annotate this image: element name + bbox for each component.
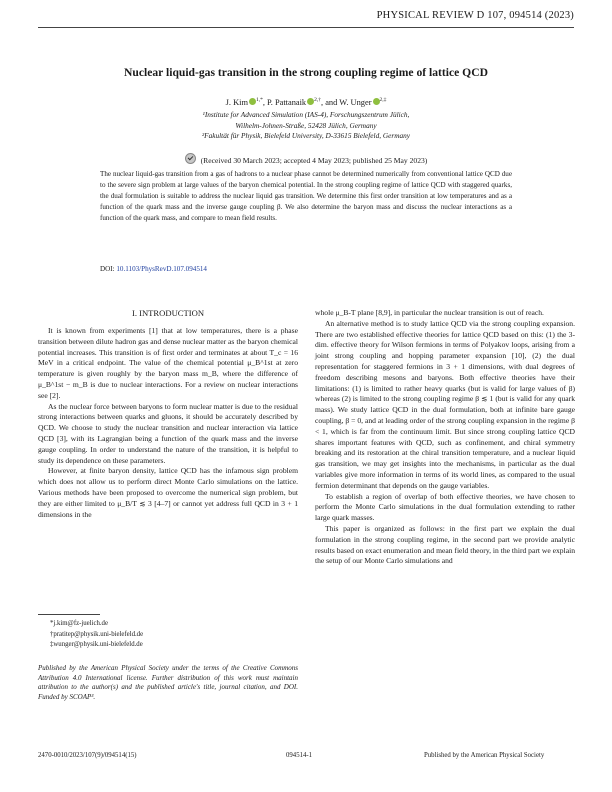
author-name[interactable]: P. Pattanaik	[267, 98, 307, 107]
footer-page-number: 094514-1	[286, 752, 313, 759]
left-column	[38, 326, 298, 520]
footnote-email[interactable]: *j.kim@fz-juelich.de	[50, 620, 108, 627]
footnotes	[50, 619, 143, 651]
paragraph: As the nuclear force between baryons to form nuclear matter is due to the residual strong interactions between quarks and gluons, it should be accurately described by QCD. We choose to study the nuclear transition and nuclear interaction via lattice QCD [3], with its Lagrangian being a function of the quark mass and the inverse gauge coupling. In order to understand the nature of the transition, it is helpful to study its dependence on these parameters.	[38, 401, 298, 465]
doi-line	[100, 265, 207, 273]
author-name[interactable]: W. Unger	[339, 98, 372, 107]
footer-issn: 2470-0010/2023/107(9)/094514(15)	[38, 752, 137, 759]
paper-title: Nuclear liquid-gas transition in the strong coupling regime of lattice QCD	[124, 66, 488, 79]
author-list	[38, 97, 574, 107]
doi-link[interactable]: 10.1103/PhysRevD.107.094514	[116, 265, 207, 273]
author-name[interactable]: J. Kim	[225, 98, 248, 107]
author-affil: 2,‡	[379, 97, 387, 103]
orcid-icon[interactable]	[373, 98, 380, 105]
received-text: (Received 30 March 2023; accepted 4 May 2023; published 25 May 2023)	[200, 156, 428, 165]
author-separator: , and	[321, 98, 340, 107]
footer-publisher: Published by the American Physical Society	[424, 752, 545, 759]
section-heading: I. INTRODUCTION	[131, 308, 205, 318]
journal-header: PHYSICAL REVIEW D 107, 094514 (2023)	[376, 10, 574, 21]
author-affil: 1,*	[255, 97, 263, 103]
paragraph: whole μ_B-T plane [8,9], in particular the nuclear transition is out of reach.	[315, 308, 544, 317]
right-column	[315, 308, 575, 567]
affiliations	[38, 110, 574, 142]
affiliation-line: ²Fakultät für Physik, Bielefeld University, D-33615 Bielefeld, Germany	[201, 131, 411, 140]
license-note: Published by the American Physical Society under the terms of the Creative Commons Attribution 4.0 International license. Further distribution of this work must maintain attribution to the author(s) and the published article's title, journal citation, and DOI. Funded by SCOAP³.	[38, 664, 298, 702]
footnote-email[interactable]: †pratitep@physik.uni-bielefeld.de	[50, 630, 144, 638]
paragraph: It is known from experiments [1] that at low temperatures, there is a phase transition between dilute hadron gas and dense nuclear matter as the baryon chemical potential increases. This transition is of first order and terminates at about T_c = 16 MeV in a critical endpoint. The value of the chemical potential μ_B^1st at zero temperature is given roughly by the baryon mass m_B, where the difference of μ_B^1st − m_B is due to nuclear interactions. For a review on nuclear interactions see [2].	[38, 326, 298, 400]
footnote-rule	[38, 614, 100, 615]
author-affil: 2,†	[314, 97, 321, 103]
doi-label: DOI:	[100, 265, 115, 273]
paragraph: This paper is organized as follows: in the first part we explain the dual formulation in the strong coupling regime, in the second part we provide analytic results based on exact enumeration and mean field theory, in the third part we explain the setup of our Monte Carlo simulations and	[315, 523, 575, 566]
paragraph: An alternative method is to study lattice QCD via the strong coupling expansion. There are two established effective theories for lattice QCD based on this: (1) the 3-dim. effective theory for Wilson fermions in terms of Polyakov loops, arising from a joint strong coupling and hopping parameter expansion [10], (2) the dual representation for staggered fermions in 3 + 1 dimensions, with dual degrees of freedom describing mesons and baryons. Both effective theories have their limitations: (1) is limited to rather heavy quarks (but is valid for large values of β) whereas (2) is limited to the strong coupling regime β ≲ 1 (but is valid for any quark mass). We study lattice QCD in the dual formulation, both at infinite bare gauge coupling, β = 0, and at leading order of the strong coupling expansion in the regime β < 1, which is far from the continuum limit. But since strong coupling lattice QCD shares important features with QCD, such as confinement, and chiral symmetry breaking and its restoration at the chiral transition temperature, and a nuclear liquid gas transition, we may get insights into the mechanisms, in particular as the dual variables give more information in terms of its world lines, as compared to the usual fermion determinant that depends on the gauge variables.	[315, 318, 575, 490]
received-dates	[38, 153, 574, 165]
check-for-updates-icon[interactable]	[185, 153, 196, 164]
abstract: The nuclear liquid-gas transition from a gas of hadrons to a nuclear phase cannot be determined numerically from conventional lattice QCD due to the severe sign problem at large values of the baryon chemical potential. In the strong coupling regime of lattice QCD with staggered quarks, the dual formulation is suitable to address the nuclear liquid gas transition. We determine this first order transition at low temperatures and as a function of the quark mass and the inverse gauge coupling β. We also determine the baryon mass and discuss the nuclear interactions as a function of the quark mass, and compare to mean field results.	[100, 170, 512, 222]
affiliation-line: Wilhelm-Johnen-Straße, 52428 Jülich, Germany	[235, 120, 377, 130]
footnote-email[interactable]: ‡wunger@physik.uni-bielefeld.de	[50, 641, 143, 648]
affiliation-line: ¹Institute for Advanced Simulation (IAS-4), Forschungszentrum Jülich,	[202, 110, 410, 119]
author-separator: ,	[262, 98, 268, 107]
paragraph: To establish a region of overlap of both effective theories, we have chosen to perform the Monte Carlo simulations in the dual formulation extending to rather large quark masses.	[315, 491, 575, 523]
header-rule	[38, 27, 574, 28]
paragraph: However, at finite baryon density, lattice QCD has the infamous sign problem which does not allow us to perform direct Monte Carlo simulations on the lattice. Various methods have been proposed to overcome the numerical sign problem, but they are either limited to μ_B/T ≲ 3 [4–7] or cannot yet address full QCD in 3 + 1 dimensions in the	[38, 466, 298, 519]
orcid-icon[interactable]	[249, 98, 256, 105]
